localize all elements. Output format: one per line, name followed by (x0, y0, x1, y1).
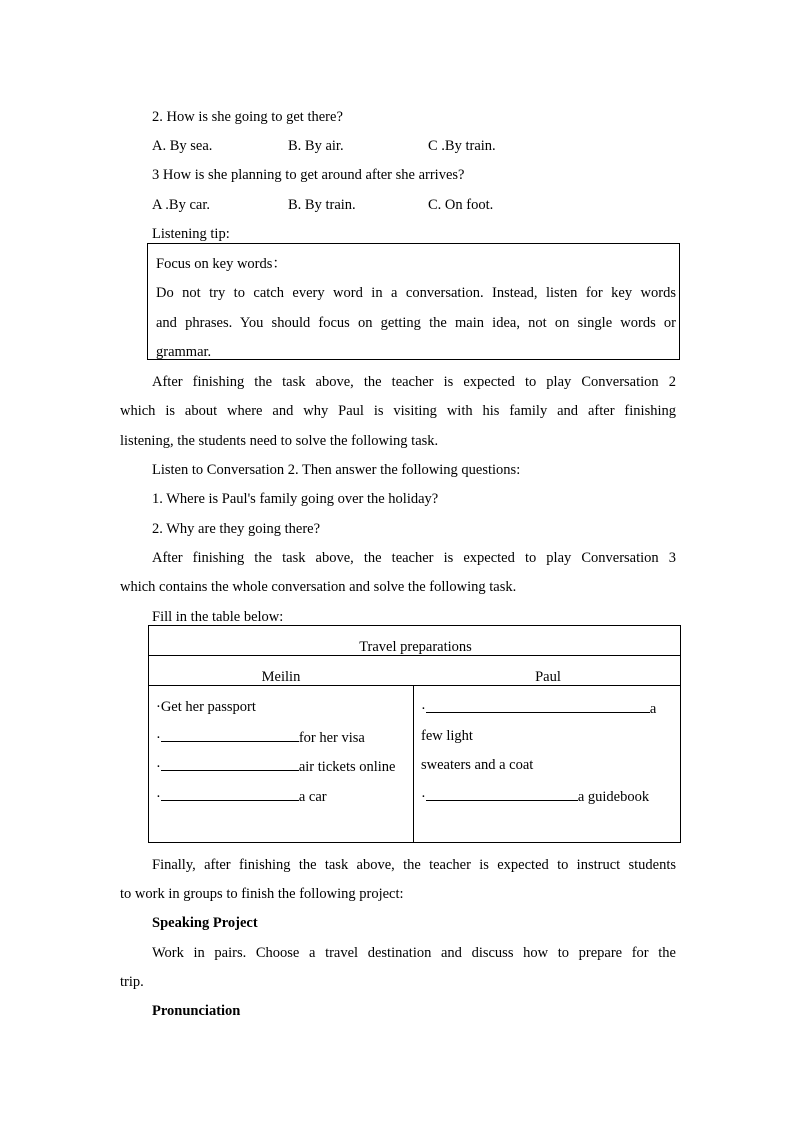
meilin-item-visa-text: for her visa (298, 730, 365, 746)
q3-option-a: A .By car. (152, 197, 210, 213)
q2-option-a: A. By sea. (152, 138, 213, 154)
answer-blank[interactable] (161, 727, 299, 742)
bullet: · (421, 701, 426, 717)
paul-item-clothes-line-3: sweaters and a coat (421, 757, 534, 773)
speaking-project-line-2: trip. (120, 974, 144, 990)
para3-line-1: Finally, after finishing the task above, the teacher is expected to instruct students (152, 857, 676, 873)
paul-item-clothes-tail: a (649, 701, 657, 717)
meilin-item-car (156, 786, 327, 806)
q2-option-b: B. By air. (288, 138, 344, 154)
bullet: · (156, 789, 161, 805)
answer-blank[interactable] (426, 698, 650, 713)
para2-line-1: After finishing the task above, the teacher is expected to play Conversation 3 (152, 550, 676, 566)
conv2-question-1: 1. Where is Paul's family going over the holiday? (152, 491, 439, 507)
para1-line-2: which is about where and why Paul is visiting with his family and after finishing (120, 403, 676, 419)
tip-heading: Focus on key words： (156, 256, 287, 272)
paul-item-guidebook (421, 786, 649, 806)
para3-line-2: to work in groups to finish the following project: (120, 886, 404, 902)
tip-line-3: grammar. (156, 344, 212, 360)
paul-item-guidebook-text: a guidebook (577, 789, 650, 805)
answer-blank[interactable] (161, 756, 299, 771)
table-intro: Fill in the table below: (152, 609, 284, 625)
bullet: · (421, 789, 426, 805)
meilin-item-passport: ·Get her passport (156, 699, 256, 715)
conv2-question-2: 2. Why are they going there? (152, 521, 321, 537)
para2-line-2: which contains the whole conversation and solve the following task. (120, 579, 517, 595)
meilin-item-tickets (156, 756, 395, 776)
answer-blank[interactable] (426, 786, 578, 801)
tip-line-1: Do not try to catch every word in a conversation. Instead, listen for key words (156, 285, 676, 301)
travel-preparations-table (148, 625, 681, 843)
answer-blank[interactable] (161, 786, 299, 801)
listening-tip-box (147, 243, 680, 360)
para1-line-3: listening, the students need to solve the following task. (120, 433, 439, 449)
pronunciation-heading: Pronunciation (152, 1003, 241, 1019)
table-title: Travel preparations (359, 639, 472, 655)
paul-item-clothes (421, 698, 656, 718)
conv2-instruction: Listen to Conversation 2. Then answer the following questions: (152, 462, 521, 478)
column-header-meilin: Meilin (261, 669, 301, 685)
speaking-project-heading: Speaking Project (152, 915, 258, 931)
para1-line-1: After finishing the task above, the teacher is expected to play Conversation 2 (152, 374, 676, 390)
paul-item-clothes-line-2: few light (421, 728, 473, 744)
question-2: 2. How is she going to get there? (152, 109, 343, 125)
q2-option-c: C .By train. (428, 138, 496, 154)
q3-option-c: C. On foot. (428, 197, 494, 213)
meilin-item-tickets-text: air tickets online (298, 759, 396, 775)
tip-line-2: and phrases. You should focus on getting the main idea, not on single words or (156, 315, 676, 331)
bullet: · (156, 730, 161, 746)
question-3: 3 How is she planning to get around after she arrives? (152, 167, 465, 183)
q3-option-b: B. By train. (288, 197, 356, 213)
bullet: · (156, 759, 161, 775)
table-column-divider (413, 685, 414, 842)
listening-tip-label: Listening tip: (152, 226, 230, 242)
speaking-project-line-1: Work in pairs. Choose a travel destination and discuss how to prepare for the (152, 945, 676, 961)
meilin-item-car-text: a car (298, 789, 327, 805)
column-header-paul: Paul (535, 669, 561, 685)
meilin-item-visa (156, 727, 365, 747)
